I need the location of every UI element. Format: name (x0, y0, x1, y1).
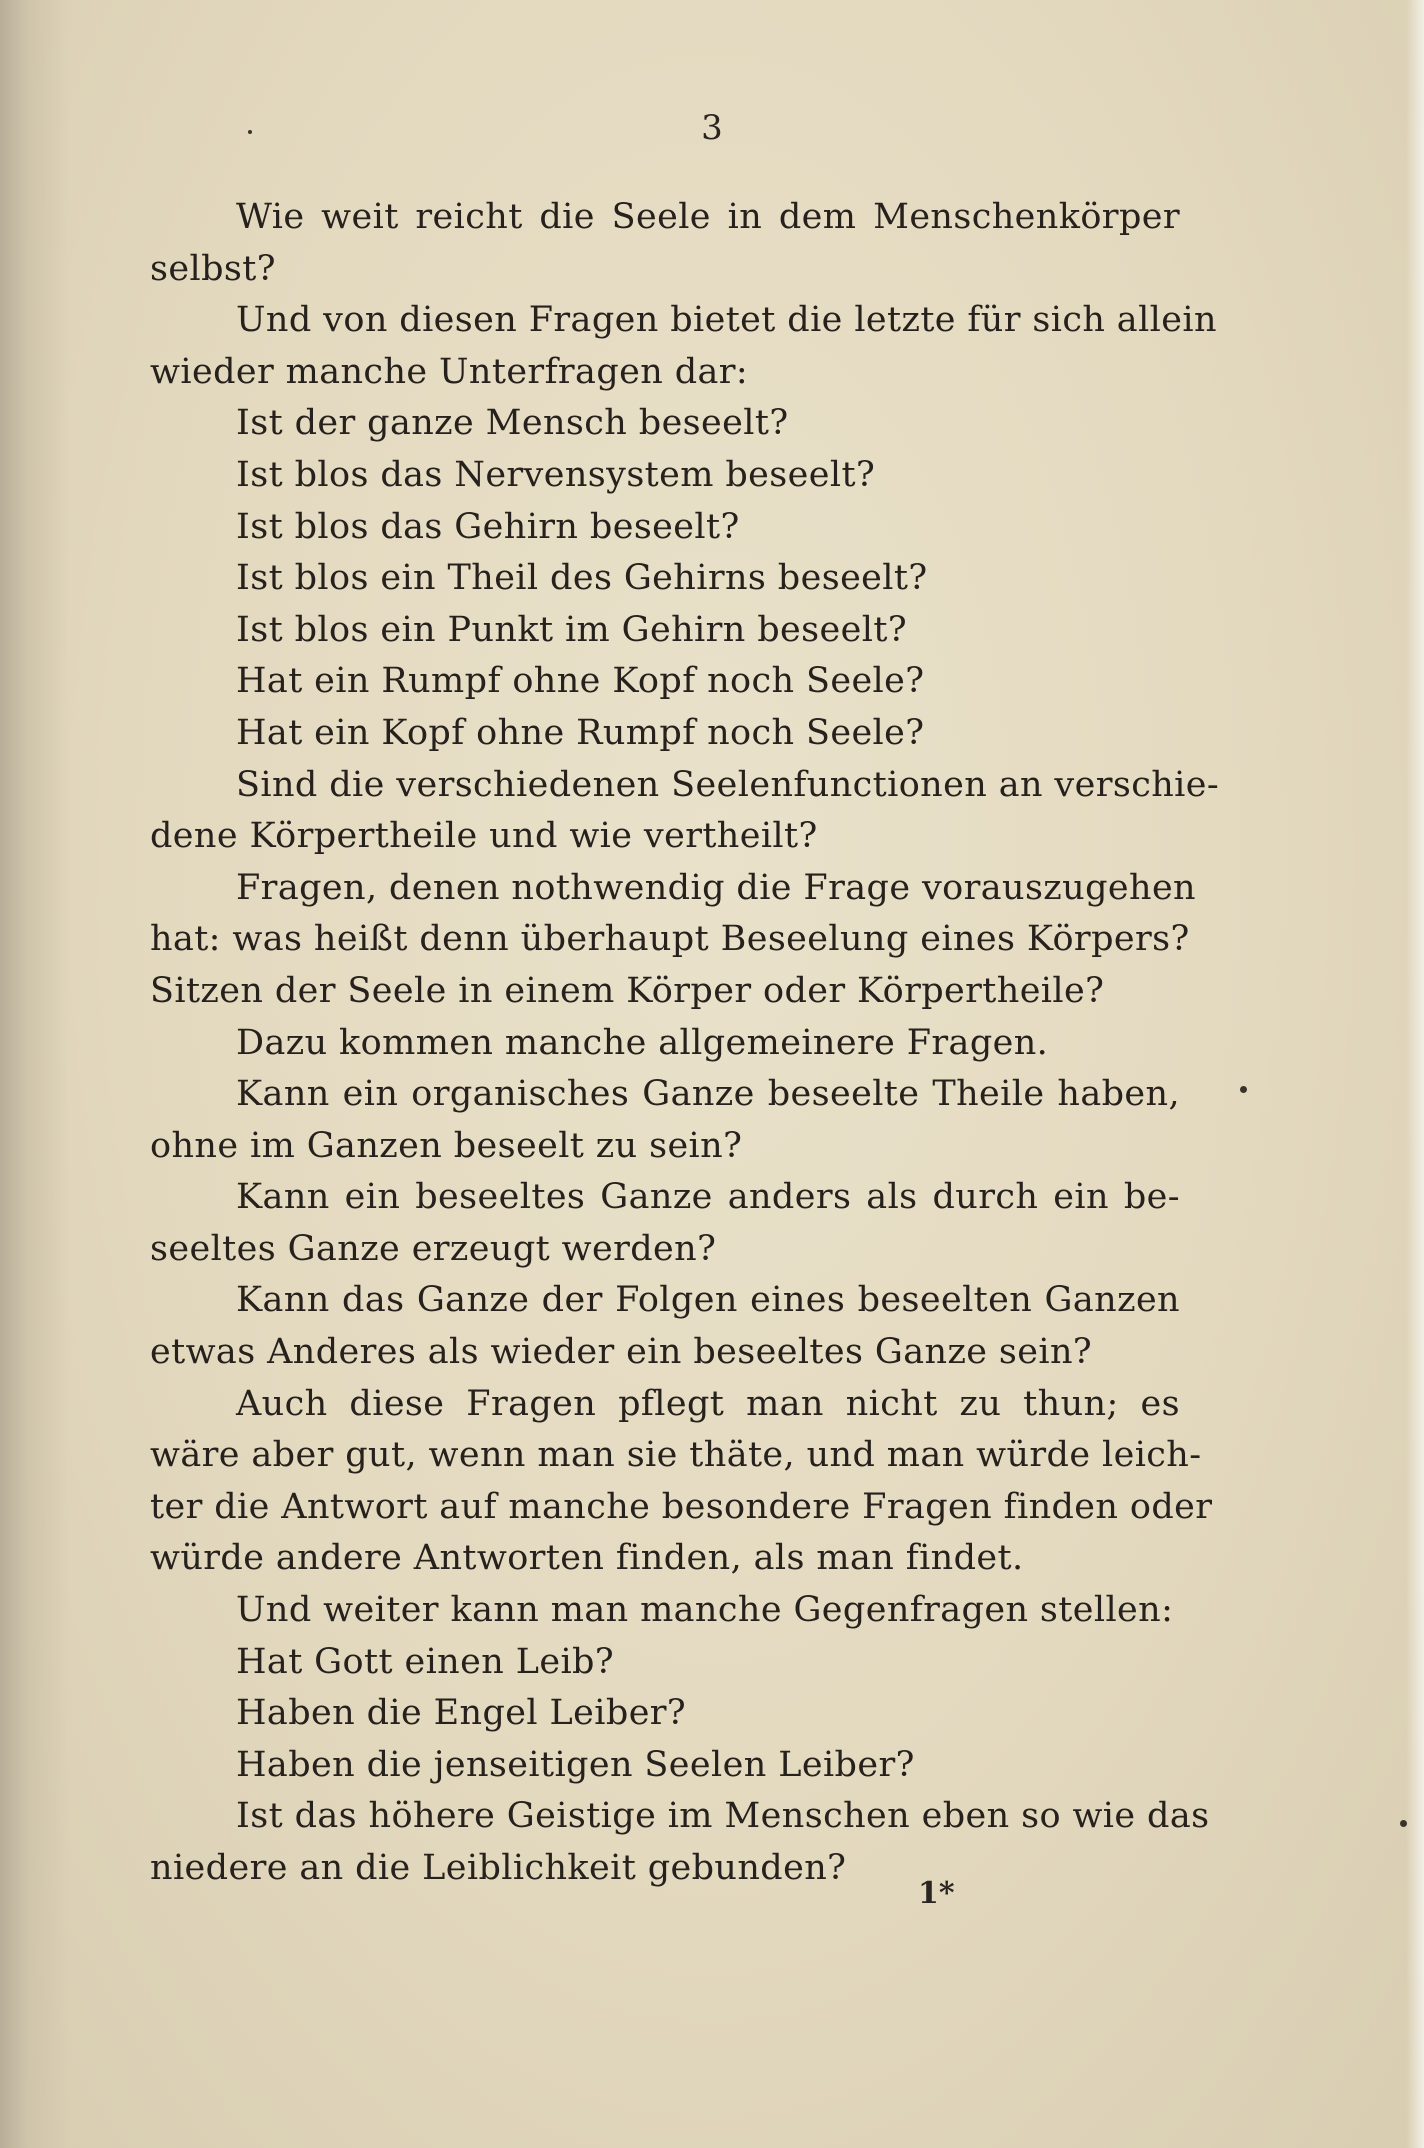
text-line: Auch diese Fragen pflegt man nicht zu thun; es (236, 1383, 1180, 1424)
body-text (150, 192, 1220, 1895)
ink-speck (248, 130, 252, 134)
text-line: niedere an die Leiblichkeit gebunden? (150, 1848, 847, 1888)
text-line: Haben die jenseitigen Seelen Leiber? (236, 1744, 915, 1785)
text-line: Sind die verschiedenen Seelenfunctionen an verschie- (236, 764, 1220, 805)
page-number: 3 (701, 108, 723, 148)
text-line: Sitzen der Seele in einem Körper oder Körpertheile? (150, 970, 1105, 1011)
text-line: dene Körpertheile und wie vertheilt? (150, 816, 818, 857)
text-line: Ist der ganze Mensch beseelt? (236, 403, 789, 444)
text-line: seeltes Ganze erzeugt werden? (150, 1228, 717, 1269)
text-line: selbst? (150, 248, 276, 289)
ink-speck (1400, 1820, 1407, 1827)
text-line: Haben die Engel Leiber? (236, 1693, 687, 1734)
text-line: Kann das Ganze der Folgen eines beseelten Ganzen (236, 1280, 1180, 1321)
text-line: ter die Antwort auf manche besondere Fragen finden oder (150, 1486, 1213, 1527)
text-line: wäre aber gut, wenn man sie thäte, und man würde leich- (150, 1435, 1202, 1476)
text-line: Ist blos ein Punkt im Gehirn beseelt? (236, 609, 907, 650)
text-line: Hat ein Kopf ohne Rumpf noch Seele? (236, 712, 925, 753)
text-line: würde andere Antworten finden, als man findet. (150, 1538, 1024, 1579)
text-line: Hat ein Rumpf ohne Kopf noch Seele? (236, 661, 925, 702)
text-line: ohne im Ganzen beseelt zu sein? (150, 1125, 743, 1166)
text-line: Ist blos das Nervensystem beseelt? (236, 454, 876, 495)
text-line: Und von diesen Fragen bietet die letzte für sich allein (236, 300, 1217, 341)
text-line: Kann ein beseeltes Ganze anders als durch ein be- (236, 1177, 1180, 1218)
text-line: Ist blos das Gehirn beseelt? (236, 506, 740, 547)
text-line: Dazu kommen manche allgemeinere Fragen. (236, 1022, 1049, 1063)
text-line: Ist blos ein Theil des Gehirns beseelt? (236, 558, 928, 599)
text-line: etwas Anderes als wieder ein beseeltes Ganze sein? (150, 1332, 1093, 1373)
text-line: Fragen, denen nothwendig die Frage vorauszugehen (236, 867, 1196, 908)
page-binding-shadow (0, 0, 70, 2148)
text-line: wieder manche Unterfragen dar: (150, 351, 749, 392)
text-line: hat: was heißt denn überhaupt Beseelung eines Körpers? (150, 919, 1190, 960)
text-line: Kann ein organisches Ganze beseelte Theile haben, (236, 1074, 1180, 1115)
page-outer-margin (1406, 0, 1424, 2148)
text-line: Ist das höhere Geistige im Menschen eben so wie das (236, 1796, 1210, 1837)
signature-mark: 1* (918, 1876, 955, 1911)
ink-speck (1240, 1086, 1247, 1093)
text-line: Hat Gott einen Leib? (236, 1641, 615, 1682)
text-line: Wie weit reicht die Seele in dem Menschenkörper (236, 197, 1180, 237)
text-line: Und weiter kann man manche Gegenfragen stellen: (236, 1590, 1174, 1631)
